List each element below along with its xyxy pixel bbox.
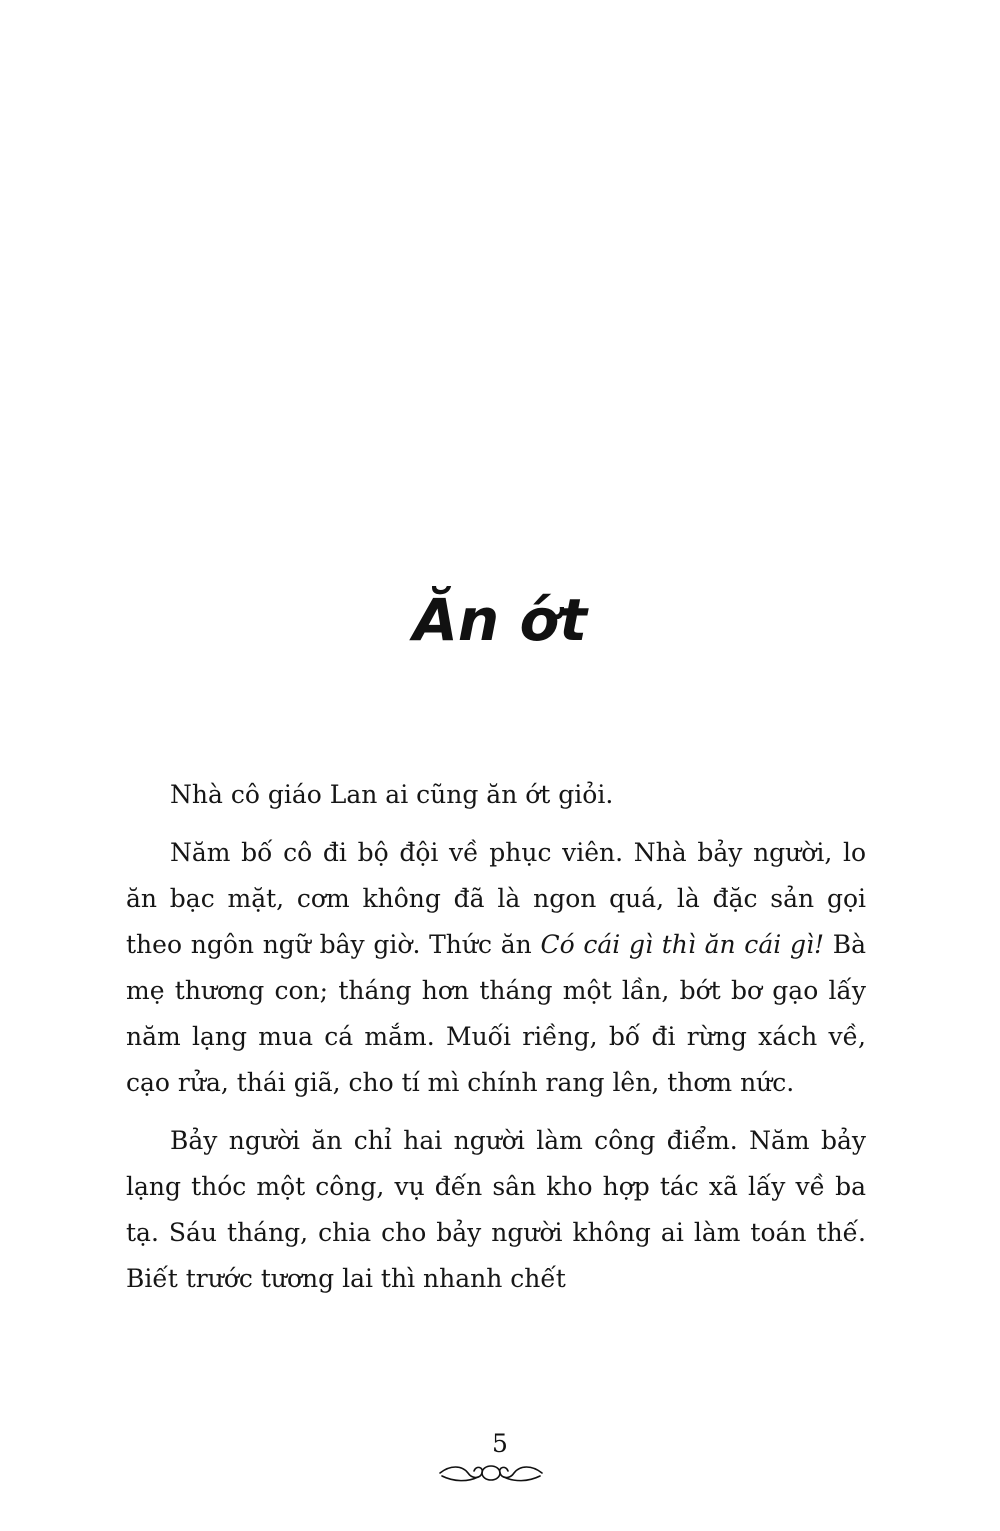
paragraph-2-text-end: Bà mẹ thương con; tháng hơn tháng một lần, bớt bơ gạo lấy năm lạng mua cá mắm. Muối riềng, bố đi rừng xách về, cạo rửa, thái giã, cho tí mì chính rang lên, thơm nức. [126,930,867,1097]
page-number: 5 [492,1429,508,1458]
paragraph-2-italic-phrase: Có cái gì thì ăn cái gì! [540,930,824,959]
paragraph-1-text: Nhà cô giáo Lan ai cũng ăn ớt giỏi. [170,780,614,809]
scroll-flourish-icon [438,1460,544,1486]
paragraph-1 [126,772,866,818]
paragraph-3 [126,1118,866,1302]
chapter-title: Ăn ớt [413,586,587,654]
body-text [126,772,866,1314]
paragraph-2-text-start: Năm bố cô đi bộ đội về phục viên. Nhà bảy người, lo ăn bạc mặt, cơm không đã là ngon quá, là đặc sản gọi theo ngôn ngữ bây giờ. Thức ăn [126,838,866,959]
paragraph-2 [126,830,866,1106]
paragraph-3-text: Bảy người ăn chỉ hai người làm công điểm. Năm bảy lạng thóc một công, vụ đến sân kho hợp tác xã lấy về ba tạ. Sáu tháng, chia cho bảy người không ai làm toán thế. Biết trước tương lai thì nhanh chết [126,1126,866,1293]
